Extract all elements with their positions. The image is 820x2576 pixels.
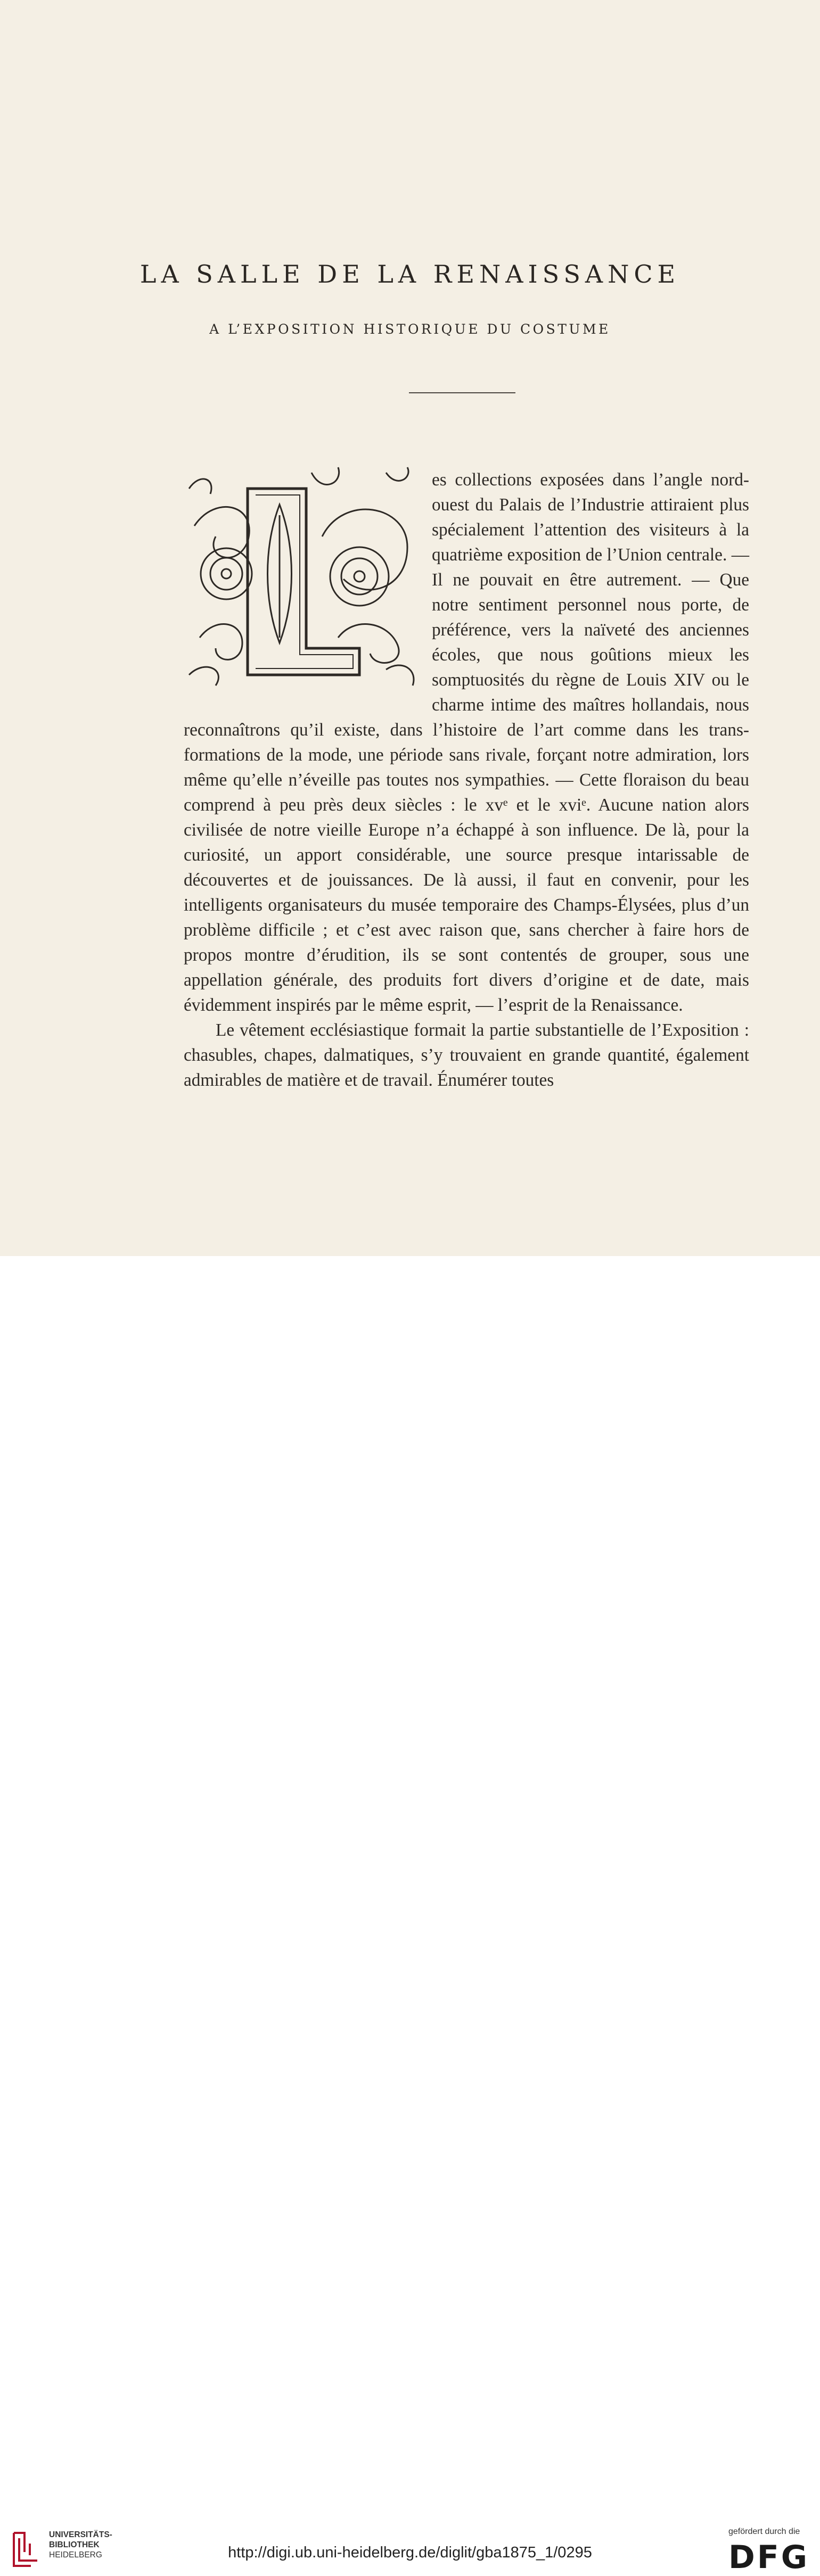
funding-caption: gefördert durch die xyxy=(728,2527,800,2536)
title-divider xyxy=(409,392,515,393)
article-title: LA SALLE DE LA RENAISSANCE xyxy=(140,260,680,288)
library-name: UNIVERSITÄTS- BIBLIOTHEK HEIDELBERG xyxy=(49,2530,112,2560)
source-url-link[interactable]: http://digi.ub.uni-heidelberg.de/diglit/gba1875_1/0295 xyxy=(228,2544,592,2561)
initial-spacer xyxy=(184,467,432,709)
dfg-logo: DFG xyxy=(728,2539,810,2576)
article-subtitle: A L’EXPOSITION HISTORIQUE DU COSTUME xyxy=(209,321,611,337)
paragraph-1: es collections exposées dans l’angle nord-ouest du Palais de l’Industrie attiraient plus spécialement l’attention des visiteurs à la quatrième exposition de l’Union centrale. — Il ne pouvait en être autrement. — Que notre sentiment personnel nous porte, de préférence, vers la naïveté des anciennes écoles, que nous goûtions mieux les somptuosités du règne de Louis XIV ou le charme intime des maîtres hollandais, nous reconnaîtrons qu’il existe, dans l’histoire de l’art comme dans les transformations de la mode, une période sans rivale, forçant notre admiration, lors même qu’elle n’éveille pas toutes nos sympathies. — Cette floraison du beau comprend à peu près deux siècles : le xvᵉ et le xviᵉ. Aucune nation alors civilisée de notre vieille Europe n’a échappé à son influence. De là, pour la curiosité, un apport considérable, une source presque intarissable de découvertes et de jouissances. De là aussi, il faut en convenir, pour les intelligents organisateurs du musée temporaire des Champs-Élysées, plus d’un problème difficile ; et c’est avec raison que, sans chercher à faire hors de propos montre d’érudition, ils se sont contentés de grouper, sous une appellation générale, des produits fort divers d’origine et de date, mais évidemment inspirés par le même esprit, — l’esprit de la Renaissance. xyxy=(184,470,749,1015)
article-body xyxy=(184,467,749,1093)
scanned-page xyxy=(0,0,820,1256)
digitization-footer xyxy=(0,1256,820,2576)
paragraph-2: Le vêtement ecclésiastique formait la partie substantielle de l’Exposition : chasubles, chapes, dalmatiques, s’y trouvaient en grande quantité, également admirables de matière et de travail. Énumérer toutes xyxy=(184,1020,749,1090)
